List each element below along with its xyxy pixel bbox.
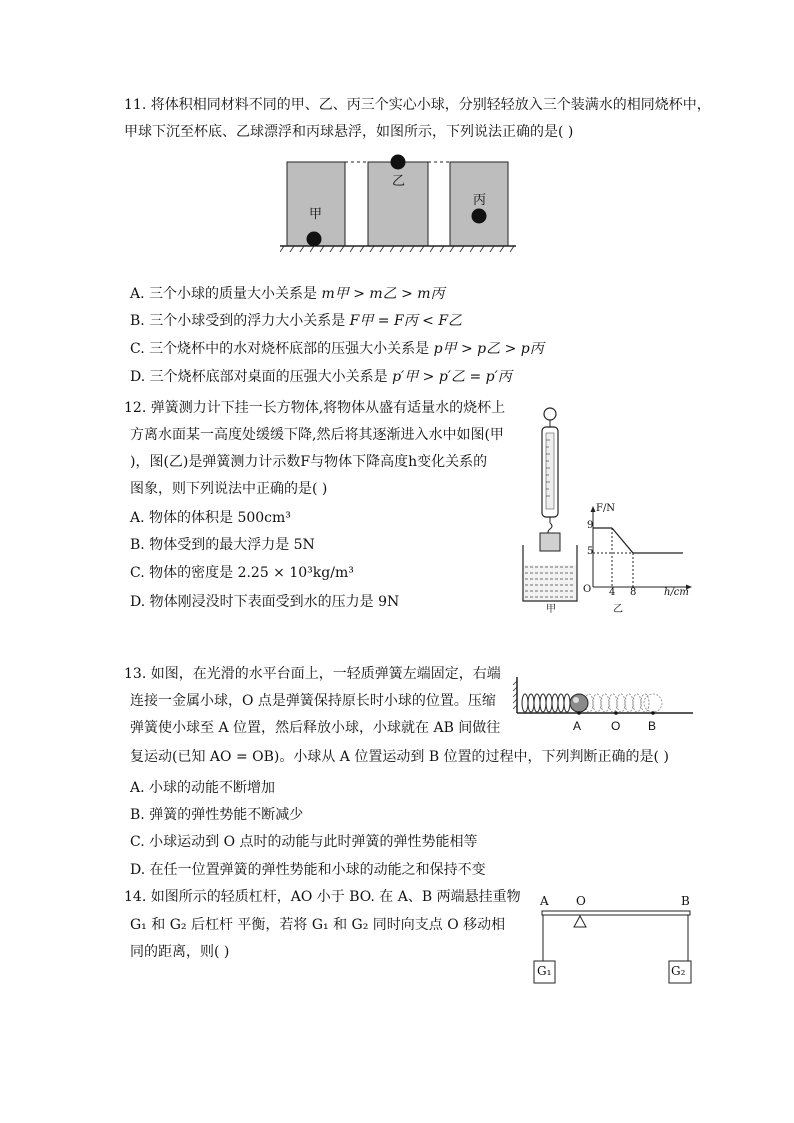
q12-stem-line3: )，图(乙)是弹簧测力计示数F与物体下降高度h变化关系的 xyxy=(130,454,488,470)
q11-stem-line2: 甲球下沉至杯底、乙球漂浮和丙球悬浮，如图所示，下列说法正确的是( ) xyxy=(124,124,574,140)
lever-label-b: B xyxy=(681,894,690,908)
q13-option-c[interactable]: C. 小球运动到 O 点时的动能与此时弹簧的弹性势能相等 xyxy=(130,834,478,850)
lever-label-o: O xyxy=(576,894,586,908)
caption-yi: 乙 xyxy=(613,604,623,615)
q12-graph xyxy=(585,505,695,595)
lever-label-a: A xyxy=(540,894,549,908)
q12-stem-line2: 方离水面某一高度处缓缓下降,然后将其逐渐进入水中如图(甲 xyxy=(130,427,504,443)
lever-bar xyxy=(542,911,690,915)
graph-xlabel: h/cm xyxy=(664,587,689,598)
caption-jia: 甲 xyxy=(546,604,556,615)
q14-stem-line2: G₁ 和 G₂ 后杠杆 平衡，若将 G₁ 和 G₂ 同时向支点 O 移动相 xyxy=(130,917,506,933)
ball-jia xyxy=(307,232,322,247)
q11-option-b[interactable]: B. 三个小球受到的浮力大小关系是 F甲 = F丙 < F乙 xyxy=(130,313,463,329)
graph-xtick-4: 4 xyxy=(609,587,616,598)
q12-option-d[interactable]: D. 物体刚浸没时下表面受到水的压力是 9N xyxy=(130,594,400,610)
q13-option-d[interactable]: D. 在任一位置弹簧的弹性势能和小球的动能之和保持不变 xyxy=(130,862,486,878)
q11-option-d[interactable]: D. 三个烧杯底部对桌面的压强大小关系是 p′甲 > p′乙 = p′丙 xyxy=(130,369,512,385)
q11-option-c[interactable]: C. 三个烧杯中的水对烧杯底部的压强大小关系是 p甲 > p乙 > p丙 xyxy=(130,341,544,357)
fulcrum xyxy=(574,916,586,927)
q14-stem-line1: 14. 如图所示的轻质杠杆，AO 小于 BO. 在 A、B 两端悬挂重物 xyxy=(124,889,521,905)
ball-yi xyxy=(391,155,406,170)
graph-origin: O xyxy=(583,584,592,595)
q11-stem-line1: 11. 将体积相同材料不同的甲、乙、丙三个实心小球，分别轻轻放入三个装满水的相同烧杯中， xyxy=(124,97,711,113)
label-b: B xyxy=(648,719,657,733)
q13-option-b[interactable]: B. 弹簧的弹性势能不断减少 xyxy=(130,807,304,823)
q13-stem-line1: 13. 如图，在光滑的水平台面上，一轻质弹簧左端固定，右端 xyxy=(124,666,501,682)
q12-option-b[interactable]: B. 物体受到的最大浮力是 5N xyxy=(130,537,315,553)
q13-stem-line4: 复运动(已知 AO = OB)。小球从 A 位置运动到 B 位置的过程中，下列判断正确的是( ) xyxy=(130,749,669,765)
graph-xtick-8: 8 xyxy=(630,587,637,598)
lever-label-g1: G₁ xyxy=(537,964,552,978)
q12-stem-line4: 图象，则下列说法中正确的是( ) xyxy=(130,481,328,497)
label-jia: 甲 xyxy=(309,207,323,222)
label-yi: 乙 xyxy=(392,174,406,189)
q12-option-c[interactable]: C. 物体的密度是 2.25 × 10³kg/m³ xyxy=(130,565,354,581)
graph-ytick-5: 5 xyxy=(587,546,594,557)
lever-label-g2: G₂ xyxy=(671,964,686,978)
q13-stem-line2: 连接一金属小球，O 点是弹簧保持原长时小球的位置。压缩 xyxy=(130,693,496,709)
q13-option-a[interactable]: A. 小球的动能不断增加 xyxy=(130,780,276,796)
spring-scale-figure xyxy=(520,405,590,605)
graph-ytick-9: 9 xyxy=(587,520,594,531)
graph-segment-slope xyxy=(612,528,633,553)
q13-stem-line3: 弹簧使小球至 A 位置，然后释放小球，小球就在 AB 间做往 xyxy=(130,720,501,736)
q11-option-a[interactable]: A. 三个小球的质量大小关系是 m甲 > m乙 > m丙 xyxy=(130,286,445,302)
label-o: O xyxy=(611,719,621,733)
q14-stem-line3: 同的距离，则( ) xyxy=(130,944,230,960)
ball-bing xyxy=(472,209,487,224)
q12-stem-line1: 12. 弹簧测力计下挂一长方物体,将物体从盛有适量水的烧杯上 xyxy=(124,400,506,416)
label-bing: 丙 xyxy=(473,193,487,208)
metal-ball xyxy=(570,694,588,712)
spring-ball-figure xyxy=(513,675,698,717)
graph-ylabel: F/N xyxy=(596,503,616,514)
q12-option-a[interactable]: A. 物体的体积是 500cm³ xyxy=(130,510,291,526)
label-a: A xyxy=(573,719,582,733)
